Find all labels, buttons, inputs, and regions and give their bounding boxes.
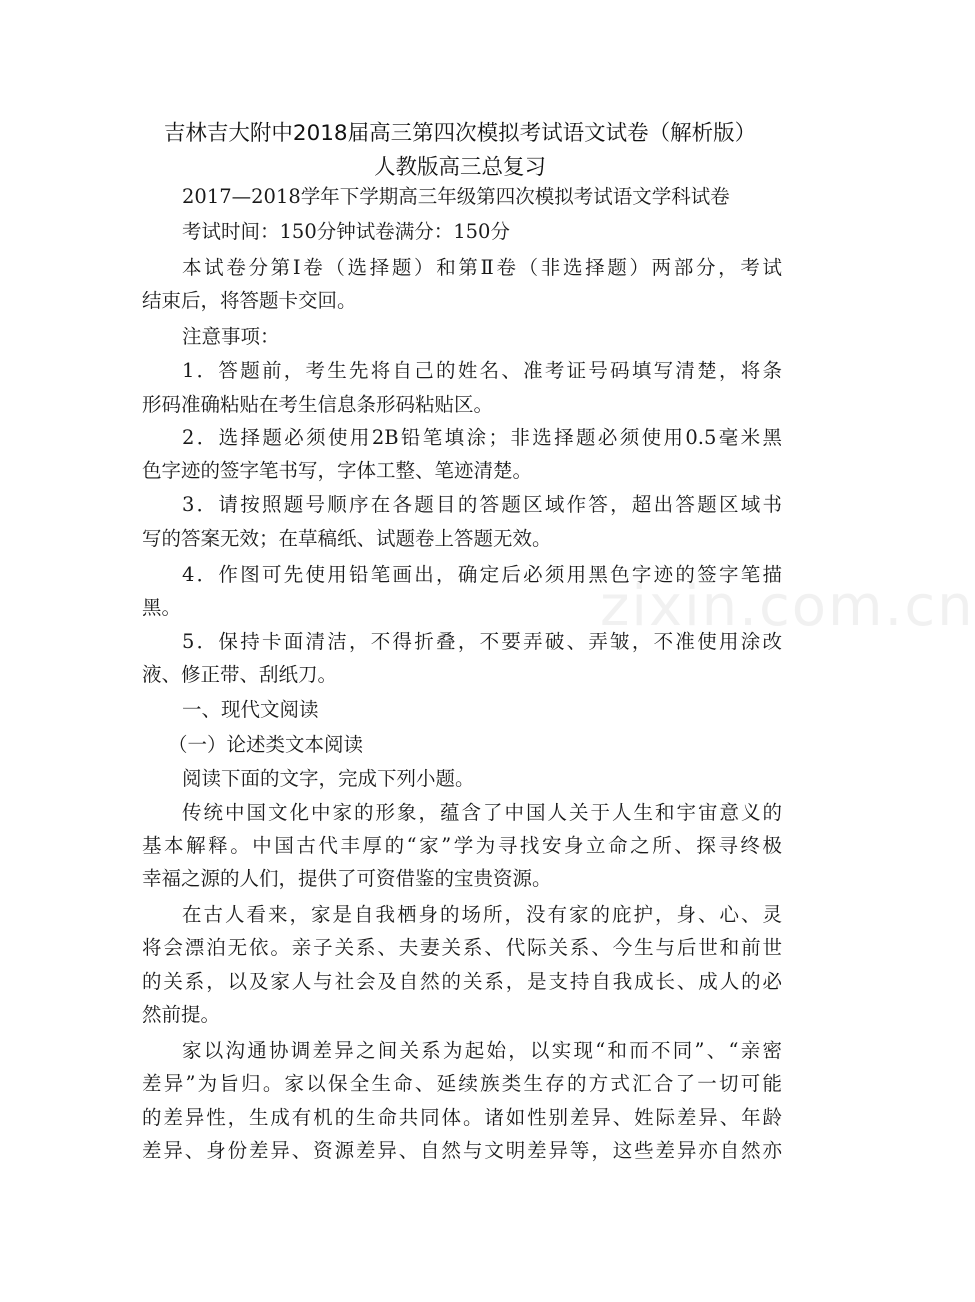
- paragraph-line: 3．请按照题号顺序在各题目的答题区域作答，超出答题区域书: [182, 493, 782, 516]
- paragraph-line: 4．作图可先使用铅笔画出，确定后必须用黑色字迹的签字笔描: [182, 563, 782, 586]
- paragraph-line: 形码准确粘贴在考生信息条形码粘贴区。: [142, 393, 494, 416]
- instruction-line: 阅读下面的文字，完成下列小题。: [182, 767, 475, 790]
- paragraph-line: 将会漂泊无依。亲子关系、夫妻关系、代际关系、今生与后世和前世: [142, 936, 782, 959]
- document-title: 吉林吉大附中2018届高三第四次模拟考试语文试卷（解析版）: [163, 121, 757, 146]
- paragraph-line: 基本解释。中国古代丰厚的“家”学为寻找安身立命之所、探寻终极: [142, 834, 782, 857]
- paragraph-line: 幸福之源的人们，提供了可资借鉴的宝贵资源。: [142, 867, 552, 890]
- paragraph-line: 然前提。: [142, 1003, 221, 1026]
- paragraph-line: 在古人看来，家是自我栖身的场所，没有家的庇护，身、心、灵: [182, 903, 782, 926]
- paragraph-line: 差异”为旨归。家以保全生命、延续族类生存的方式汇合了一切可能: [142, 1072, 782, 1095]
- paragraph-line: 本试卷分第Ⅰ卷（选择题）和第Ⅱ卷（非选择题）两部分，考试: [182, 256, 782, 279]
- paragraph-line: 的差异性，生成有机的生命共同体。诸如性别差异、姓际差异、年龄: [142, 1106, 782, 1129]
- paragraph-line: 液、修正带、刮纸刀。: [142, 663, 338, 686]
- paragraph-line: 结束后，将答题卡交回。: [142, 289, 357, 312]
- paragraph-line: 5．保持卡面清洁，不得折叠，不要弄破、弄皱，不准使用涂改: [182, 630, 782, 653]
- paragraph-line: 2．选择题必须使用2B铅笔填涂；非选择题必须使用0.5毫米黑: [182, 426, 782, 449]
- exam-header-line: 2017—2018学年下学期高三年级第四次模拟考试语文学科试卷: [182, 185, 730, 208]
- exam-time-line: 考试时间：150分钟试卷满分：150分: [182, 220, 510, 243]
- paragraph-line: 家以沟通协调差异之间关系为起始，以实现“和而不同”、“亲密: [182, 1039, 782, 1062]
- paragraph-line: 写的答案无效；在草稿纸、试题卷上答题无效。: [142, 527, 552, 550]
- paragraph-line: 1．答题前，考生先将自己的姓名、准考证号码填写清楚，将条: [182, 359, 782, 382]
- paragraph-line: 传统中国文化中家的形象，蕴含了中国人关于人生和宇宙意义的: [182, 801, 782, 824]
- section-heading: 一、现代文阅读: [182, 698, 319, 721]
- paragraph-line: 的关系，以及家人与社会及自然的关系，是支持自我成长、成人的必: [142, 970, 782, 993]
- document-subtitle: 人教版高三总复习: [373, 155, 546, 180]
- paragraph-line: 色字迹的签字笔书写，字体工整、笔迹清楚。: [142, 459, 533, 482]
- watermark: zixin.com.cn: [600, 574, 975, 639]
- paragraph-line: 差异、身份差异、资源差异、自然与文明差异等，这些差异亦自然亦: [142, 1139, 782, 1162]
- notice-heading: 注意事项：: [182, 325, 280, 348]
- paragraph-line: 黑。: [142, 596, 182, 619]
- subsection-heading: （一）论述类文本阅读: [168, 733, 364, 756]
